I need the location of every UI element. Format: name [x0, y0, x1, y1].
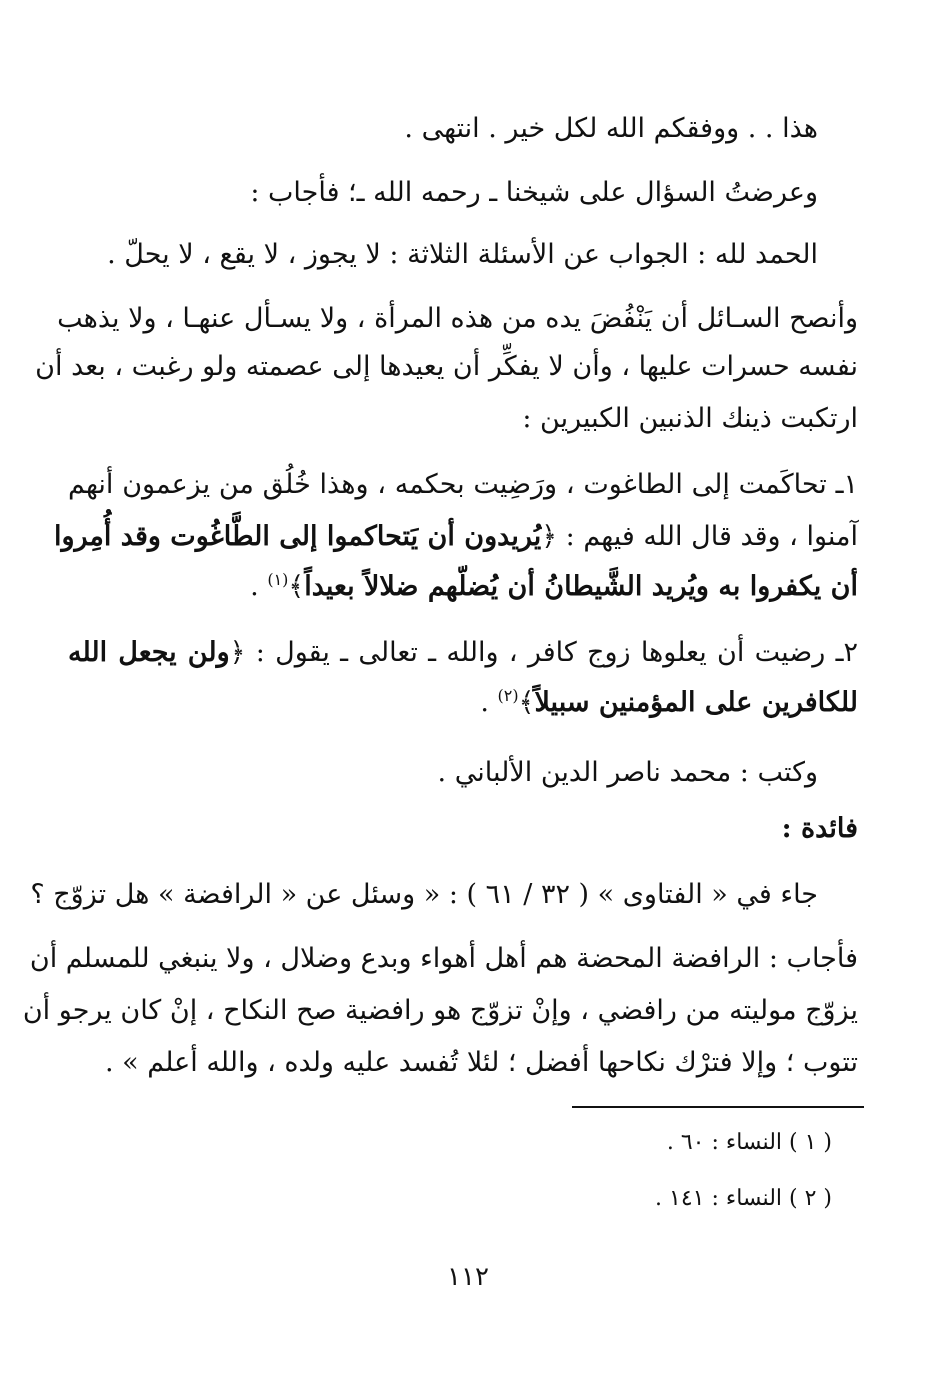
benefit-line: جاء في « الفتاوى » ( ٣٢ / ٦١ ) : « وسئل عن « الرافضة » هل تزوّج ؟ — [30, 879, 818, 910]
text-line: هذا . . ووفقكم الله لكل خير . انتهى . — [404, 113, 818, 144]
footnote-ref: (٢) — [497, 686, 519, 705]
quran-verse: ولن يجعل الله — [68, 637, 230, 668]
point-1-line — [53, 520, 858, 554]
benefit-line: تتوب ؛ وإلا فترْك نكاحها أفضل ؛ لئلا تُفسد عليه ولده ، والله أعلم » . — [104, 1047, 858, 1078]
text-line: الحمد لله : الجواب عن الأسئلة الثلاثة : لا يجوز ، لا يقع ، لا يحلّ . — [107, 239, 818, 270]
signature: وكتب : محمد ناصر الدين الألباني . — [437, 757, 818, 788]
footnote-ref: (١) — [267, 570, 289, 589]
footnote-divider — [572, 1106, 864, 1108]
quran-verse: يُريدون أن يَتحاكموا إلى الطَّاغُوت وقد أُمِروا — [53, 521, 542, 552]
point-1-line — [68, 570, 858, 604]
quran-verse: أن يكفروا به ويُريد الشَّيطانُ أن يُضلّهم ضلالاً بعيداً — [304, 571, 858, 602]
text-run: . — [480, 687, 498, 718]
benefit-heading: فائدة : — [781, 813, 858, 844]
text-run: . — [250, 571, 268, 602]
text-line: وعرضتُ السؤال على شيخنا ـ رحمه الله ـ؛ فأجاب : — [250, 177, 818, 208]
footnote: ( ١ ) النساء : ٦٠ . — [666, 1130, 832, 1155]
verse-bracket: ﴾ — [288, 571, 305, 602]
page-number: ١١٢ — [447, 1262, 489, 1292]
quran-verse: للكافرين على المؤمنين سبيلاً — [534, 687, 858, 718]
verse-bracket: ﴾ — [518, 687, 535, 718]
point-2-line — [68, 636, 858, 670]
point-2-line — [68, 686, 858, 720]
text-line: ارتكبت ذينك الذنبين الكبيرين : — [522, 403, 858, 434]
benefit-line: فأجاب : الرافضة المحضة هم أهل أهواء وبدع وضلال ، ولا ينبغي للمسلم أن — [29, 943, 858, 974]
point-1-line: ١ـ تحاكَمت إلى الطاغوت ، ورَضِيت بحكمه ، وهذا خُلُق من يزعمون أنهم — [68, 469, 858, 500]
text-run: آمنوا ، وقد قال الله فيهم : ﴿ — [541, 521, 858, 552]
text-run: ٢ـ رضيت أن يعلوها زوج كافر ، والله ـ تعالى ـ يقول : ﴿ — [229, 637, 858, 668]
text-line: نفسه حسرات عليها ، وأن لا يفكِّر أن يعيدها إلى عصمته ولو رغبت ، بعد أن — [35, 351, 858, 382]
benefit-line: يزوّج موليته من رافضي ، وإنْ تزوّج هو رافضية صح النكاح ، إنْ كان يرجو أن — [22, 995, 858, 1026]
footnote: ( ٢ ) النساء : ١٤١ . — [655, 1186, 832, 1211]
text-line: وأنصح السـائل أن يَنْفُضَ يده من هذه المرأة ، ولا يسـأل عنهـا ، ولا يذهب — [57, 303, 858, 334]
